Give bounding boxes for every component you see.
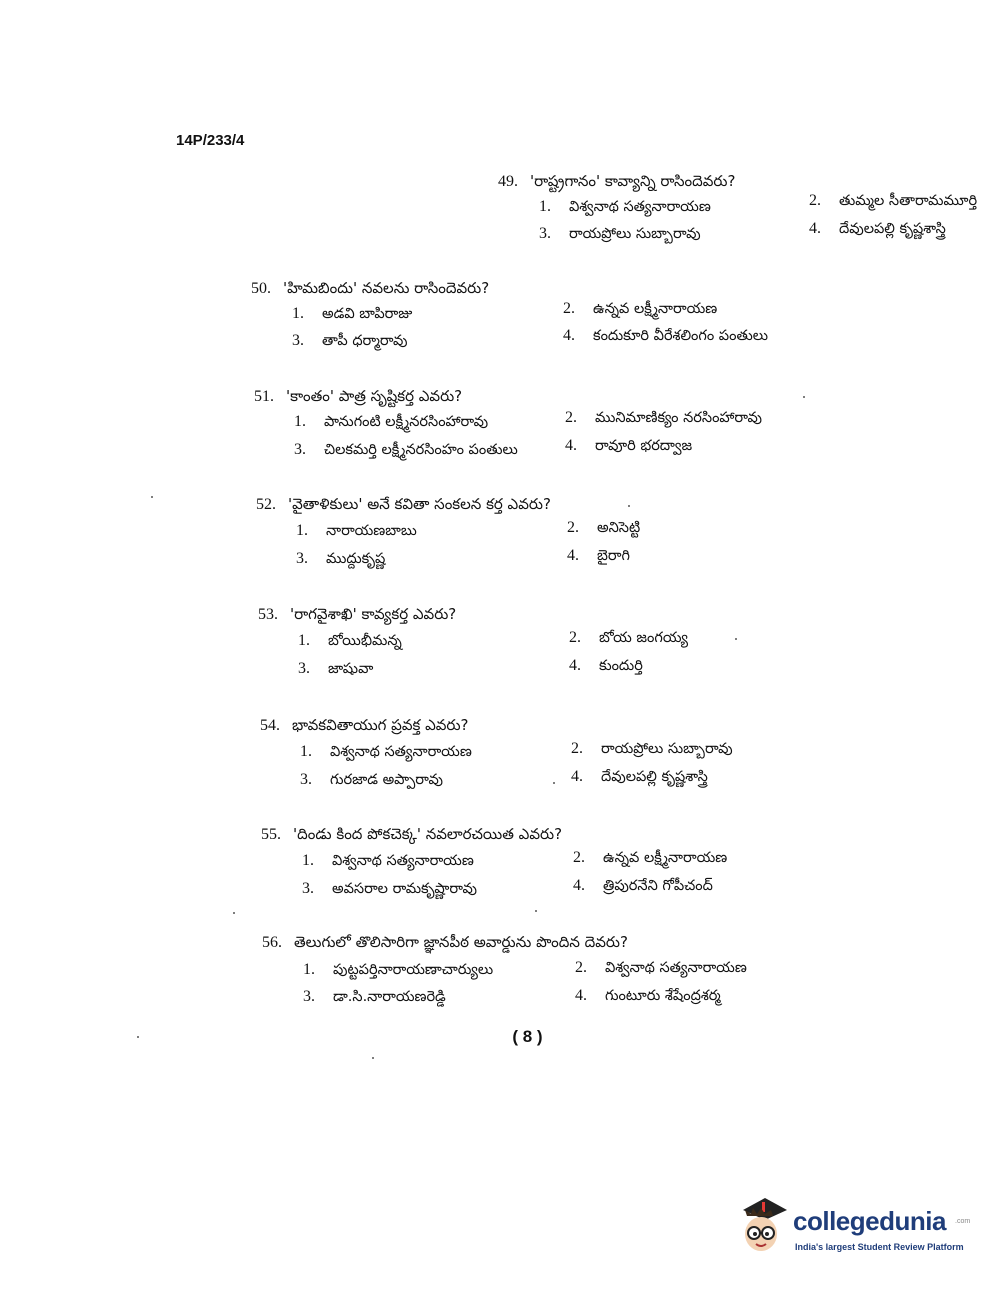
question-text: 'కాంతం' పాత్ర సృష్టికర్త ఎవరు? (286, 387, 463, 405)
option-4: 4. దేవులపల్లి కృష్ణశాస్త్రి (571, 768, 708, 785)
scan-speck (151, 496, 153, 498)
option-2: 2. అనిసెట్టి (567, 519, 641, 536)
question-text: 'వైతాళికులు' అనే కవితా సంకలన కర్త ఎవరు? (288, 495, 551, 513)
option-1: 1. నారాయణబాబు (296, 522, 417, 539)
option-2: 2. బోయ జంగయ్య (569, 629, 688, 646)
option-4: 4. కందుకూరి వీరేశలింగం పంతులు (563, 327, 769, 344)
option-3: 3. అవసరాల రామకృష్ణారావు (302, 880, 477, 897)
question-number: 50. (251, 280, 271, 297)
scan-speck (137, 1036, 139, 1038)
option-3: 3. రాయప్రోలు సుబ్బారావు (539, 225, 701, 242)
option-3: 3. డా.సి.నారాయణరెడ్డి (303, 988, 446, 1005)
option-1: 1. విశ్వనాథ సత్యనారాయణ (302, 852, 474, 869)
question-number: 49. (498, 173, 518, 190)
option-1: 1. పానుగంటి లక్ష్మీనరసింహారావు (294, 413, 489, 430)
question-text: 'దిండు కింద పోకచెక్క' నవలారచయిత ఎవరు? (293, 825, 563, 843)
question-53 (0, 605, 993, 695)
option-1: 1. పుట్టపర్తినారాయణాచార్యులు (303, 961, 494, 978)
paper-code: 14P/233/4 (176, 132, 245, 149)
page-number: ( 8 ) (512, 1027, 543, 1046)
question-52 (0, 495, 993, 585)
brand-name: collegedunia (793, 1206, 946, 1236)
question-text: 'రాగవైశాఖి' కావ్యకర్త ఎవరు? (290, 605, 457, 623)
scan-speck (372, 1057, 374, 1059)
collegedunia-logo[interactable] (735, 1196, 971, 1260)
option-2: 2. రాయప్రోలు సుబ్బారావు (571, 740, 733, 757)
mascot-icon (735, 1196, 791, 1260)
option-3: 3. చిలకమర్తి లక్ష్మీనరసింహం పంతులు (294, 441, 518, 458)
option-2: 2. ఉన్నవ లక్ష్మీనారాయణ (563, 300, 718, 317)
scan-speck (535, 910, 537, 912)
option-2: 2. మునిమాణిక్యం నరసింహారావు (565, 409, 763, 426)
question-49 (249, 172, 993, 262)
option-4: 4. కుందుర్తి (569, 657, 643, 674)
option-4: 4. బైరాగి (567, 547, 630, 564)
option-4: 4. గుంటూరు శేషేంద్రశర్మ (575, 987, 721, 1004)
question-text: భావకవితాయుగ ప్రవక్త ఎవరు? (292, 716, 469, 734)
option-4: 4. రావూరి భరద్వాజ (565, 437, 693, 454)
scan-speck (233, 912, 235, 914)
option-1: 1. విశ్వనాథ సత్యనారాయణ (539, 198, 711, 215)
scan-speck (735, 638, 737, 640)
question-50 (0, 279, 993, 369)
question-number: 53. (258, 606, 278, 623)
option-1: 1. బోయిభీమన్న (298, 632, 402, 649)
question-54 (0, 716, 993, 806)
scan-speck (553, 782, 555, 784)
scan-speck (803, 396, 805, 398)
option-2: 2. తుమ్మల సీతారామమూర్తి (809, 192, 978, 209)
option-2: 2. విశ్వనాథ సత్యనారాయణ (575, 959, 747, 976)
option-3: 3. తాపీ ధర్మారావు (292, 332, 408, 349)
question-text: 'రాష్ట్రగానం' కావ్యాన్ని రాసిందెవరు? (530, 172, 736, 190)
option-3: 3. ముద్దుకృష్ణ (296, 550, 386, 567)
question-number: 51. (254, 388, 274, 405)
question-number: 55. (261, 826, 281, 843)
option-4: 4. త్రిపురనేని గోపీచంద్ (573, 877, 713, 894)
brand-tagline: India's largest Student Review Platform (795, 1242, 964, 1252)
scan-speck (628, 505, 630, 507)
question-number: 56. (262, 934, 282, 951)
question-number: 54. (260, 717, 280, 734)
option-4: 4. దేవులపల్లి కృష్ణశాస్త్రి (809, 220, 946, 237)
option-1: 1. అడవి బాపిరాజు (292, 305, 413, 322)
question-56 (0, 933, 993, 1023)
option-3: 3. గురజాడ అప్పారావు (300, 771, 443, 788)
brand-domain: .com (955, 1218, 971, 1225)
option-3: 3. జాషువా (298, 660, 374, 677)
option-2: 2. ఉన్నవ లక్ష్మీనారాయణ (573, 849, 728, 866)
option-1: 1. విశ్వనాథ సత్యనారాయణ (300, 743, 472, 760)
question-51 (0, 387, 993, 477)
question-number: 52. (256, 496, 276, 513)
question-text: తెలుగులో తొలిసారిగా జ్ఞానపీఠ అవార్డును పొందిన దెవరు? (294, 933, 628, 951)
question-text: 'హిమబిందు' నవలను రాసిందెవరు? (283, 279, 490, 297)
question-55 (0, 825, 993, 915)
